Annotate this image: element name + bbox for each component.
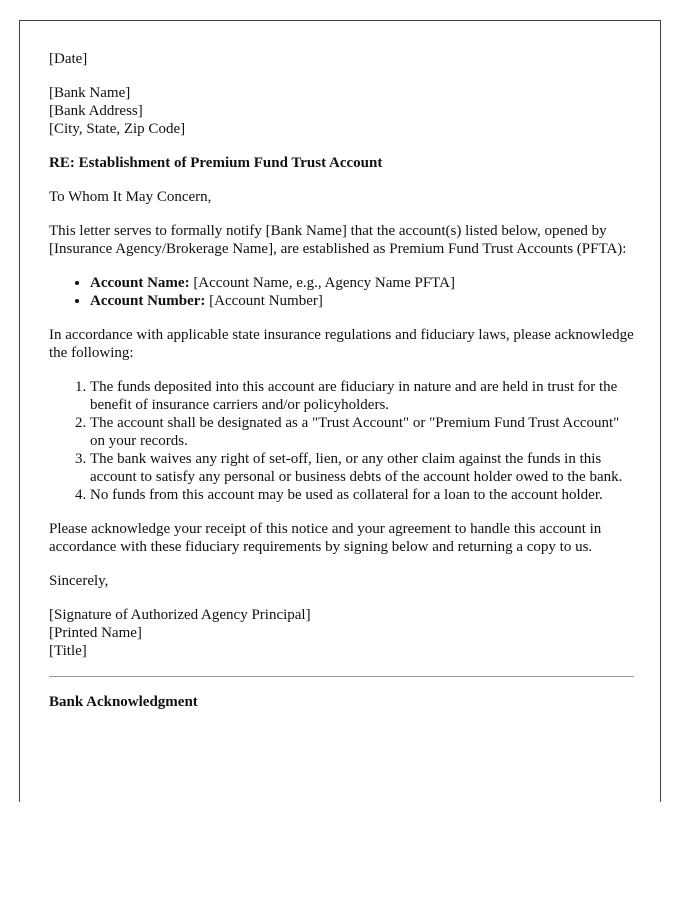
conditions-list (49, 378, 634, 504)
letter-date: [Date] (49, 51, 88, 67)
signature-line: [Signature of Authorized Agency Principal] (49, 607, 311, 623)
bank-city-state-zip: [City, State, Zip Code] (49, 121, 186, 137)
account-number-value: [Account Number] (205, 293, 323, 309)
account-name-label: Account Name: (90, 275, 190, 291)
account-details-list (49, 274, 634, 310)
closing-request-paragraph: Please acknowledge your receipt of this notice and your agreement to handle this account in accordance with these fiduciary requirements by signing below and returning a copy to us. (49, 521, 602, 555)
condition-item: 4. No funds from this account may be used as collateral for a loan to the account holder. (90, 486, 634, 504)
section-divider (49, 676, 634, 677)
account-name-value: [Account Name, e.g., Agency Name PFTA] (189, 275, 455, 291)
account-number-item (90, 292, 634, 310)
closing: Sincerely, (49, 573, 109, 589)
account-number-label: Account Number: (90, 293, 206, 309)
printed-name: [Printed Name] (49, 625, 142, 641)
signature-block (49, 606, 634, 660)
salutation: To Whom It May Concern, (49, 189, 212, 205)
condition-item: 2. The account shall be designated as a "Trust Account" or "Premium Fund Trust Account" on your records. (90, 414, 634, 450)
account-name-item (90, 274, 634, 292)
intro-paragraph: This letter serves to formally notify [Bank Name] that the account(s) listed below, opened by [Insurance Agency/Brokerage Name], are established as Premium Fund Trust Accounts (PFTA): (49, 223, 627, 257)
regulations-paragraph: In accordance with applicable state insurance regulations and fiduciary laws, please acknowledge the following: (49, 327, 634, 361)
bank-acknowledgment-heading: Bank Acknowledgment (49, 694, 198, 710)
letter-content (49, 50, 634, 711)
condition-item: 1. The funds deposited into this account are fiduciary in nature and are held in trust for the benefit of insurance carriers and/or policyholders. (90, 378, 634, 414)
condition-item: 3. The bank waives any right of set-off, lien, or any other claim against the funds in this account to satisfy any personal or business debts of the account holder owed to the bank. (90, 450, 634, 486)
signer-title: [Title] (49, 643, 87, 659)
bank-address: [Bank Address] (49, 103, 143, 119)
bank-name: [Bank Name] (49, 85, 131, 101)
letter-page (19, 20, 661, 802)
subject-line: RE: Establishment of Premium Fund Trust Account (49, 155, 383, 171)
bank-address-block (49, 84, 634, 138)
